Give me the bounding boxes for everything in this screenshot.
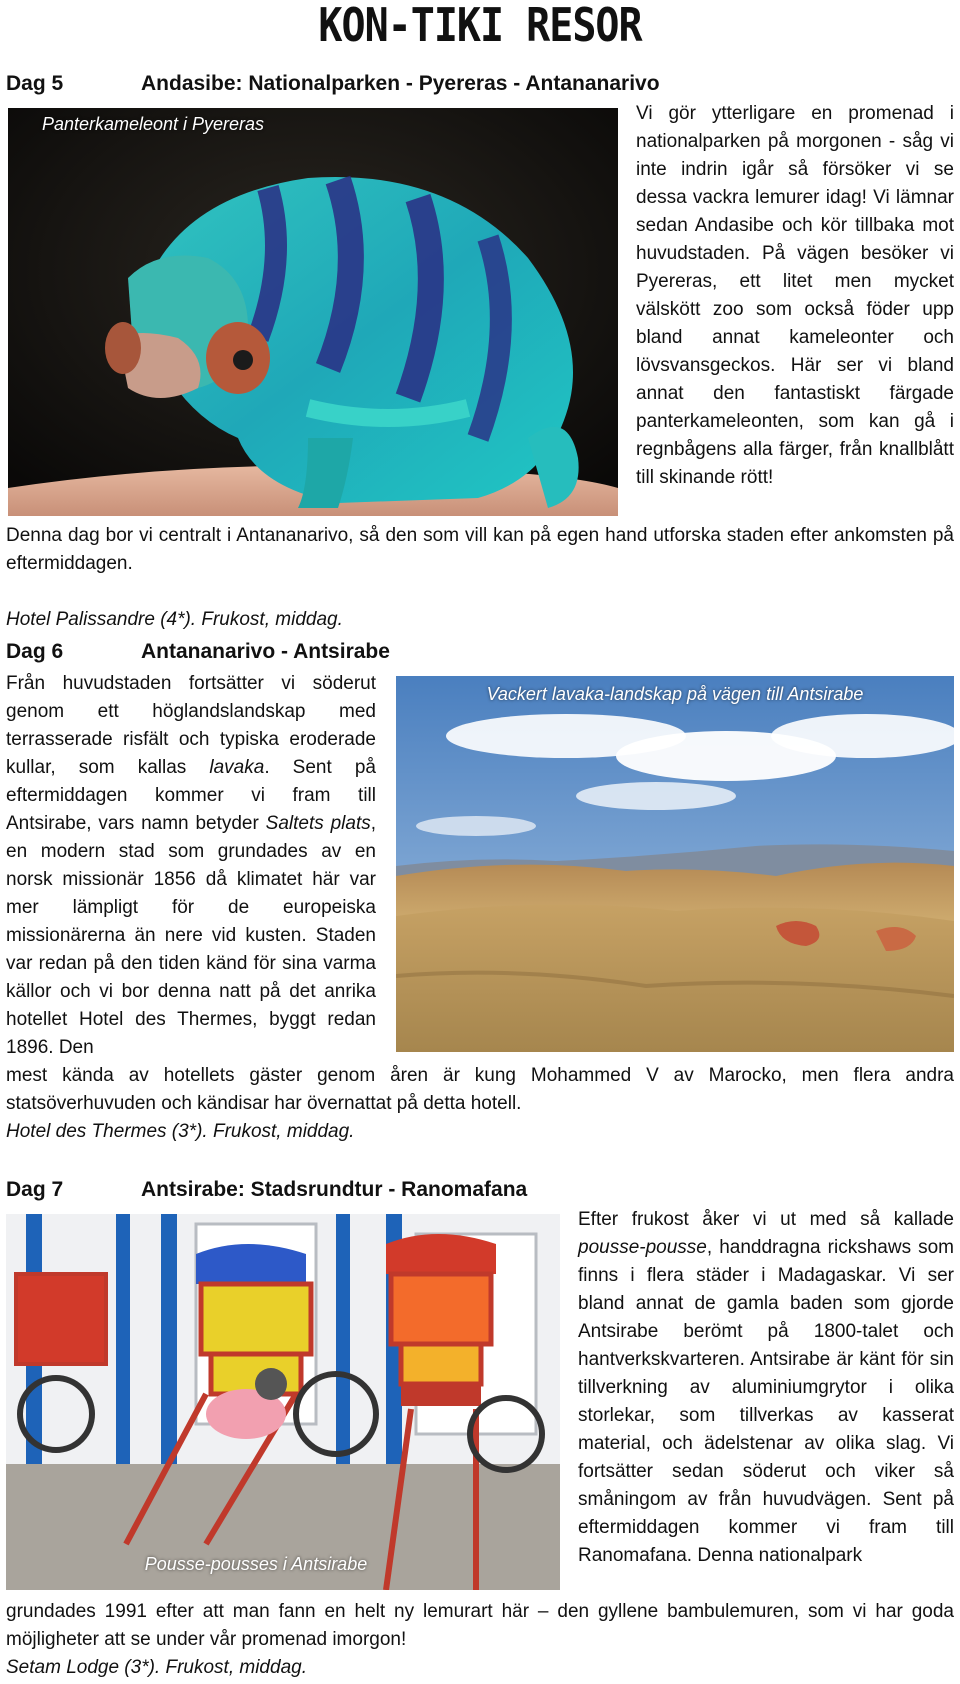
day-6-label: Dag 6 [6, 640, 64, 663]
day-6-term-lavaka: lavaka [209, 757, 265, 778]
day-5-side-text: Vi gör ytterligare en promenad i nationalparken på morgonen - såg vi inte indrin igår så försöker vi se dessa vackra lemurer idag! Vi lämnar sedan Andasibe och kör tillbaka mot huvudstaden. På vägen besöker vi Pyereras, ett litet men mycket välskött zoo som också föder upp bland annat kameleonter och lövsvansgeckos. Här ser vi bland annat den fantastiskt färgade panterkameleonten, som kan gå i regnbågens alla färger, från knallblått till skinande rött! [636, 103, 954, 488]
day-6-full-text: mest kända av hotellets gäster genom åren är kung Mohammed V av Marocko, men flera andra statsöverhuvuden och kändisar har övernattat på detta hotell. [6, 1065, 954, 1114]
day-5-photo-caption: Panterkameleont i Pyereras [41, 114, 265, 134]
day-7-title: Antsirabe: Stadsrundtur - Ranomafana [141, 1178, 528, 1201]
day-7-full-text: grundades 1991 efter att man fann en helt ny lemurart här – den gyllene bambulemuren, som vi har goda möjligheter att se under vår promenad imorgon! [6, 1601, 954, 1650]
day-7-label: Dag 7 [6, 1178, 64, 1201]
day-7-heading [6, 1176, 527, 1204]
day-6-term-saltets-plats: Saltets plats [265, 813, 371, 834]
chameleon-photo [8, 108, 618, 516]
day-7-term-pousse-pousse: pousse-pousse [578, 1237, 707, 1258]
brand-logo: KON-TIKI RESOR [318, 0, 642, 53]
day-6-heading [6, 638, 390, 666]
day-7-side-text [578, 1206, 954, 1570]
day-6-photo-caption: Vackert lavaka-landskap på vägen till Antsirabe [486, 684, 864, 704]
day-5-label: Dag 5 [6, 72, 64, 95]
landscape-image [396, 676, 954, 1052]
day-6-text-part-3: , en modern stad som grundades av en norsk missionär 1856 då klimatet här var mer lämpligt för de europeiska missionärerna än nere vid kusten. Staden var redan på den tiden känd för sina varma källor och vi bor denna natt på det anrika hotellet Hotel des Thermes, byggt redan 1896. Den [6, 813, 377, 1058]
day-6-title: Antananarivo - Antsirabe [141, 640, 390, 663]
day-6-text-part-2: . Sent på eftermiddagen kommer vi fram till Antsirabe, vars namn betyder [6, 757, 376, 834]
day-5-title: Andasibe: Nationalparken - Pyereras - Antananarivo [141, 72, 660, 95]
lavaka-landscape-photo [396, 676, 954, 1052]
day-6-hotel: Hotel des Thermes (3*). Frukost, middag. [6, 1121, 355, 1142]
day-5-full-text: Denna dag bor vi centralt i Antananarivo, så den som vill kan på egen hand utforska staden efter ankomsten på eftermiddagen. [6, 525, 954, 574]
day-6-side-text [6, 670, 376, 1062]
day-7-hotel: Setam Lodge (3*). Frukost, middag. [6, 1657, 307, 1678]
rickshaw-image [6, 1214, 560, 1590]
day-6-text-part-1: Från huvudstaden fortsätter vi söderut genom ett höglandslandskap med terrasserade risfält och typiska eroderade kullar, som kallas [6, 673, 376, 778]
day-5-heading [6, 70, 660, 98]
pousse-pousse-photo [6, 1214, 560, 1590]
day-7-photo-caption: Pousse-pousses i Antsirabe [144, 1554, 368, 1574]
day-7-text-part-2: , handdragna rickshaws som finns i flera städer i Madagaskar. Vi ser bland annat de gamla baden som gjorde Antsirabe berömt på 1800-talet och hantverkskvarteren. Antsirabe är känt för sin tillverkning av aluminiumgrytor i olika storlekar, som tillverkas av kasserat material, och ädelstenar av olika slag. Vi fortsätter sedan söderut och viker så småningom av från huvudvägen. Sent på eftermiddagen kommer vi fram till Ranomafana. Denna nationalpark [578, 1237, 954, 1566]
chameleon-image [8, 108, 618, 516]
day-7-text-part-1: Efter frukost åker vi ut med så kallade [578, 1209, 954, 1230]
day-5-hotel: Hotel Palissandre (4*). Frukost, middag. [6, 609, 343, 630]
